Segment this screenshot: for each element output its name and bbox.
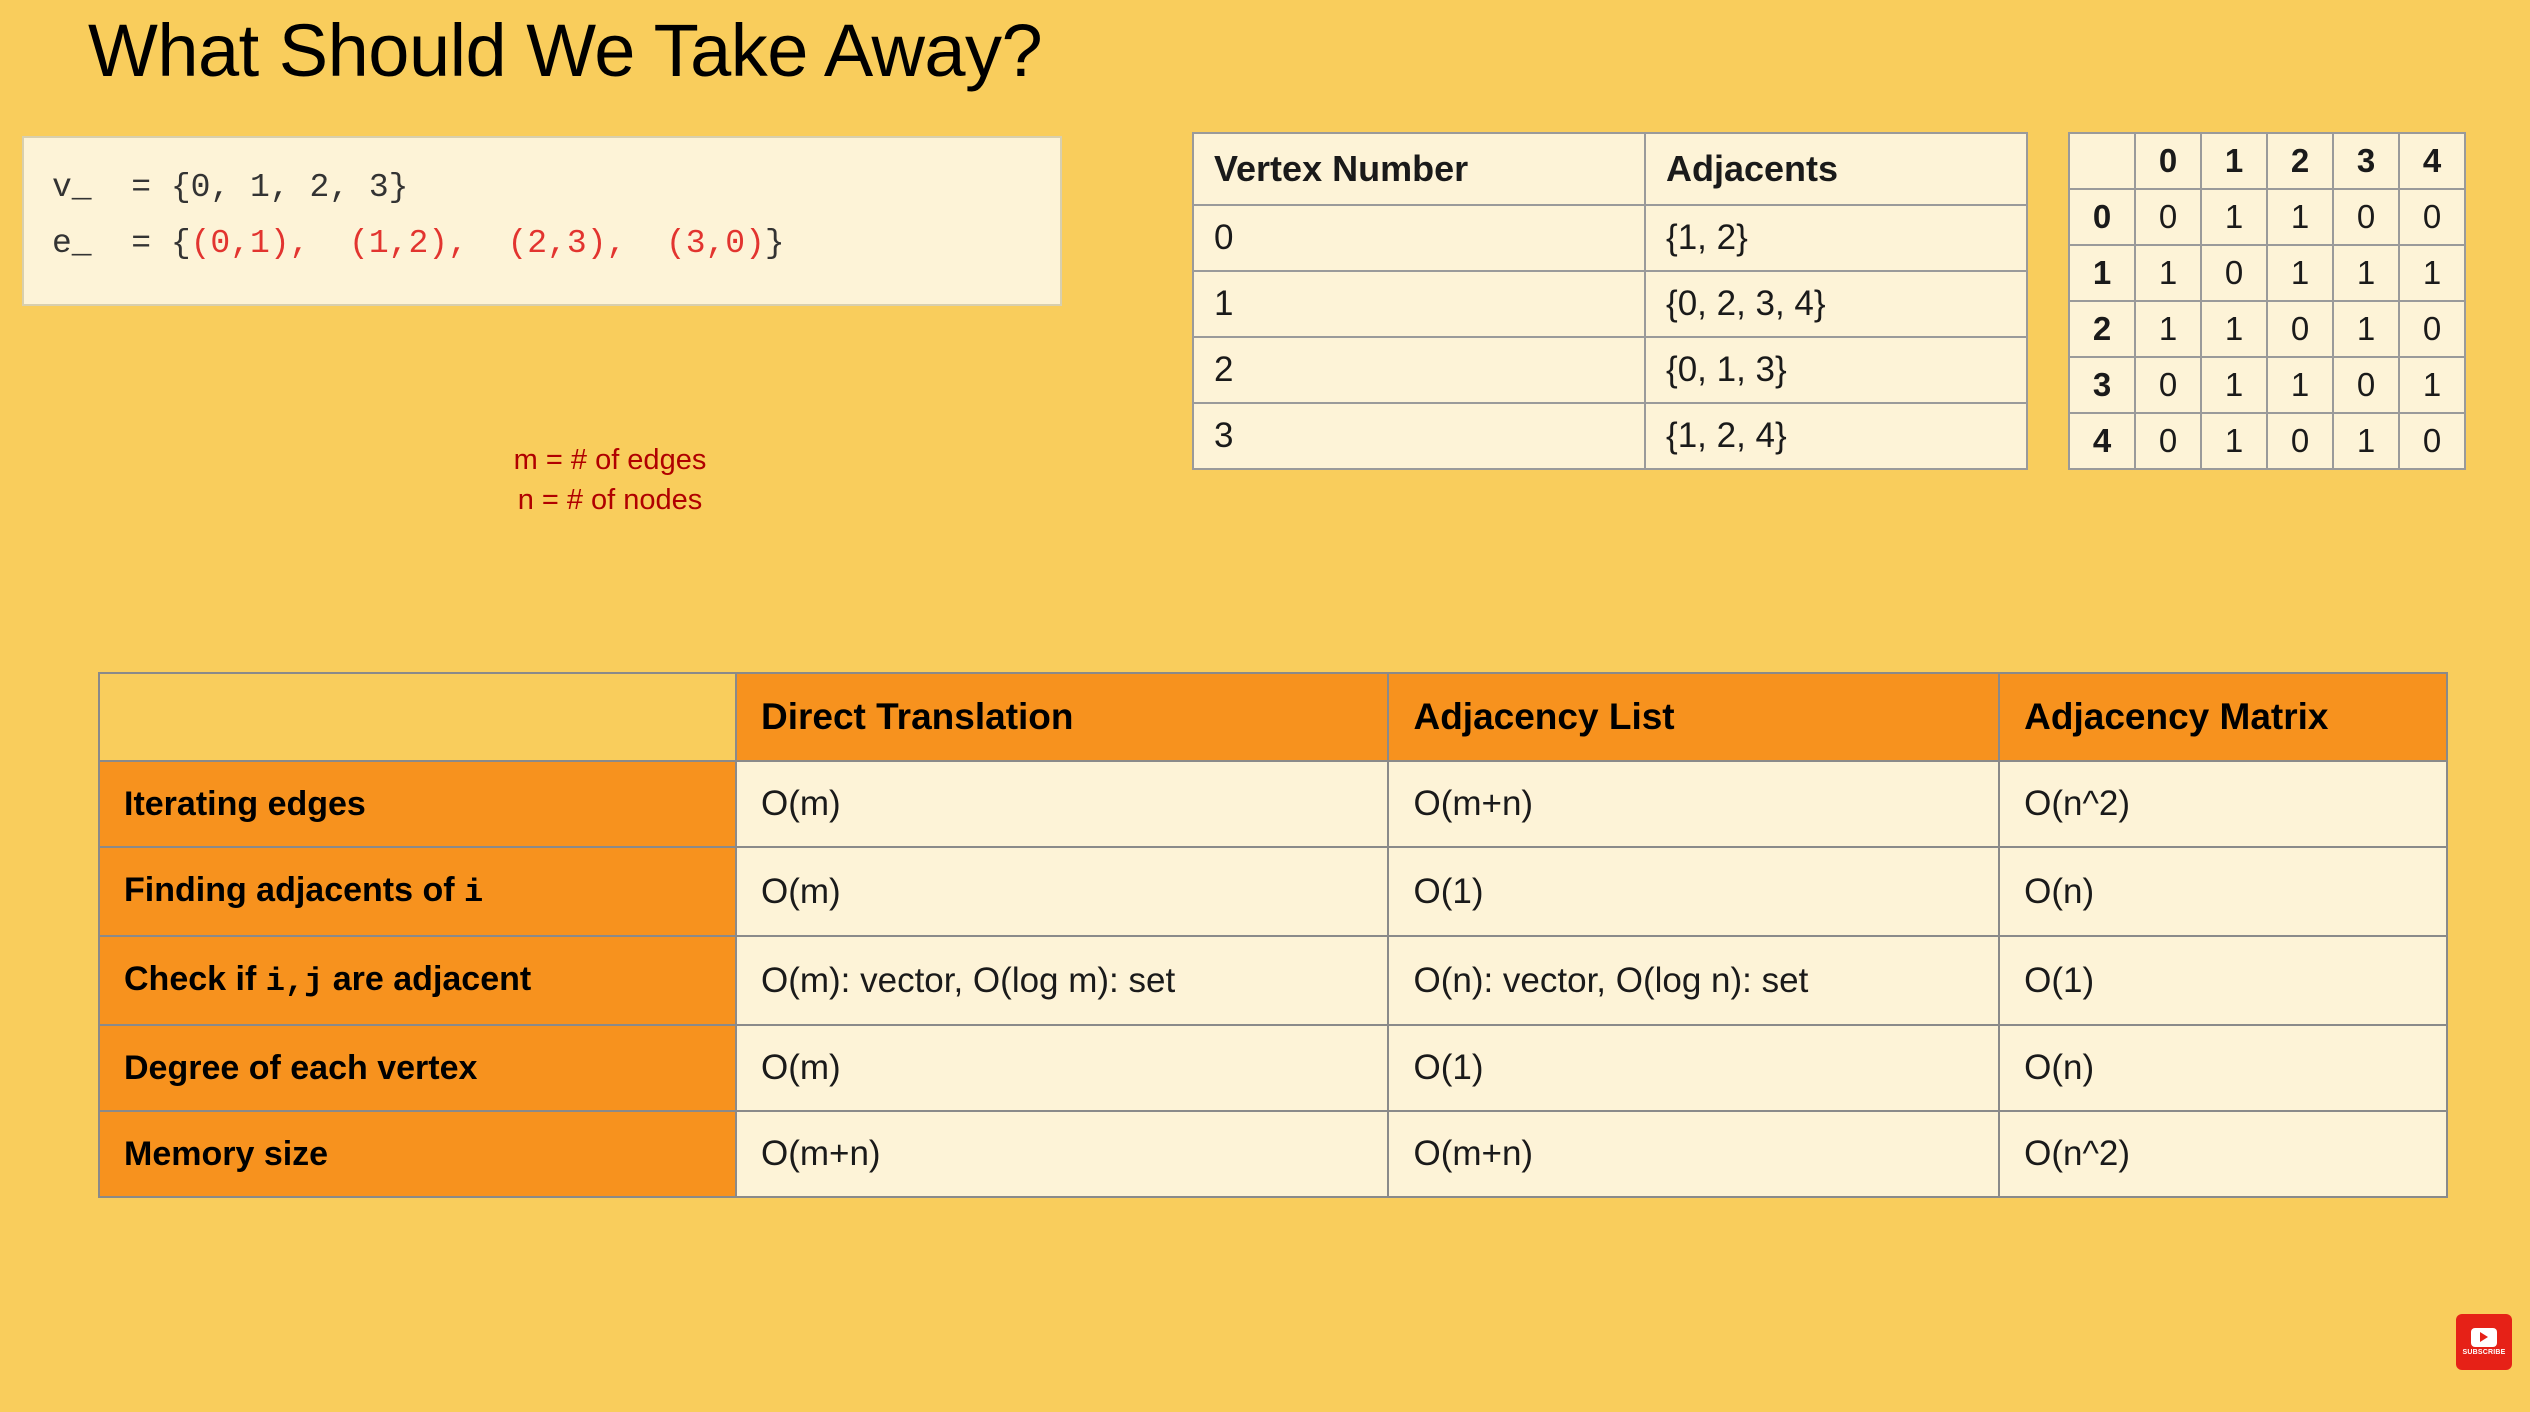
matrix-cell: 0 bbox=[2135, 357, 2201, 413]
matrix-cell: 1 bbox=[2267, 189, 2333, 245]
matrix-cell: 0 bbox=[2267, 301, 2333, 357]
matrix-cell: 1 bbox=[2201, 413, 2267, 469]
page-title: What Should We Take Away? bbox=[88, 9, 1043, 92]
matrix-row bbox=[2069, 245, 2465, 301]
row-label-tail: are adjacent bbox=[323, 960, 532, 998]
complexity-header-row bbox=[99, 673, 2447, 761]
youtube-play-icon bbox=[2471, 1328, 2497, 1347]
complexity-cell-direct: O(m+n) bbox=[736, 1111, 1389, 1197]
table-header-row bbox=[1193, 133, 2027, 205]
matrix-col-header: 0 bbox=[2135, 133, 2201, 189]
table-row bbox=[1193, 337, 2027, 403]
matrix-row bbox=[2069, 413, 2465, 469]
complexity-header-adjacency-matrix: Adjacency Matrix bbox=[1999, 673, 2447, 761]
cell-adjacents: {1, 2} bbox=[1645, 205, 2027, 271]
row-label-code: i bbox=[464, 874, 484, 911]
complexity-row-degree bbox=[99, 1025, 2447, 1111]
matrix-cell: 0 bbox=[2333, 357, 2399, 413]
complexity-row-label bbox=[99, 1025, 736, 1111]
complexity-row-memory bbox=[99, 1111, 2447, 1197]
matrix-cell: 0 bbox=[2399, 413, 2465, 469]
col-header-adjacents: Adjacents bbox=[1645, 133, 2027, 205]
row-label-text: Finding adjacents of bbox=[124, 871, 465, 909]
cell-vertex: 1 bbox=[1193, 271, 1645, 337]
matrix-cell: 1 bbox=[2267, 357, 2333, 413]
row-label-text: Memory size bbox=[124, 1135, 329, 1173]
complexity-cell-list: O(n): vector, O(log n): set bbox=[1388, 936, 1999, 1025]
matrix-cell: 1 bbox=[2399, 245, 2465, 301]
cell-vertex: 0 bbox=[1193, 205, 1645, 271]
matrix-header-row bbox=[2069, 133, 2465, 189]
cell-vertex: 2 bbox=[1193, 337, 1645, 403]
complexity-row-label bbox=[99, 761, 736, 847]
matrix-row bbox=[2069, 301, 2465, 357]
code-edges-suffix: } bbox=[764, 225, 785, 262]
complexity-header-direct-translation: Direct Translation bbox=[736, 673, 1389, 761]
complexity-row-check-adjacent bbox=[99, 936, 2447, 1025]
complexity-row-label bbox=[99, 936, 736, 1025]
matrix-cell: 0 bbox=[2267, 413, 2333, 469]
matrix-cell: 1 bbox=[2333, 413, 2399, 469]
matrix-cell: 1 bbox=[2201, 357, 2267, 413]
row-label-text: Check if bbox=[124, 960, 266, 998]
youtube-subscribe-label: SUBSCRIBE bbox=[2462, 1349, 2506, 1356]
row-label-text: Iterating edges bbox=[124, 785, 366, 823]
matrix-cell: 0 bbox=[2135, 413, 2201, 469]
complexity-cell-direct: O(m): vector, O(log m): set bbox=[736, 936, 1389, 1025]
row-label-text: Degree of each vertex bbox=[124, 1049, 478, 1087]
complexity-cell-matrix: O(n) bbox=[1999, 847, 2447, 936]
cell-adjacents: {0, 1, 3} bbox=[1645, 337, 2027, 403]
table-row bbox=[1193, 271, 2027, 337]
complexity-cell-list: O(1) bbox=[1388, 1025, 1999, 1111]
matrix-col-header: 1 bbox=[2201, 133, 2267, 189]
code-line-vertices-text: v_ = {0, 1, 2, 3} bbox=[52, 169, 409, 206]
matrix-cell: 1 bbox=[2201, 189, 2267, 245]
matrix-cell: 1 bbox=[2399, 357, 2465, 413]
matrix-cell: 0 bbox=[2333, 189, 2399, 245]
matrix-row bbox=[2069, 357, 2465, 413]
complexity-cell-matrix: O(1) bbox=[1999, 936, 2447, 1025]
matrix-cell: 0 bbox=[2399, 189, 2465, 245]
complexity-cell-list: O(1) bbox=[1388, 847, 1999, 936]
complexity-cell-list: O(m+n) bbox=[1388, 1111, 1999, 1197]
matrix-row-header: 3 bbox=[2069, 357, 2135, 413]
matrix-cell: 1 bbox=[2333, 301, 2399, 357]
complexity-row-iterating-edges bbox=[99, 761, 2447, 847]
matrix-cell: 1 bbox=[2135, 245, 2201, 301]
complexity-cell-matrix: O(n^2) bbox=[1999, 1111, 2447, 1197]
matrix-col-header: 2 bbox=[2267, 133, 2333, 189]
complexity-cell-direct: O(m) bbox=[736, 847, 1389, 936]
matrix-cell: 1 bbox=[2135, 301, 2201, 357]
adjacency-matrix-table bbox=[2068, 132, 2466, 470]
cell-adjacents: {1, 2, 4} bbox=[1645, 403, 2027, 469]
matrix-corner-cell bbox=[2069, 133, 2135, 189]
code-snippet-box bbox=[22, 136, 1062, 306]
complexity-header-blank bbox=[99, 673, 736, 761]
matrix-cell: 0 bbox=[2399, 301, 2465, 357]
matrix-cell: 1 bbox=[2201, 301, 2267, 357]
complexity-row-finding-adjacents bbox=[99, 847, 2447, 936]
matrix-cell: 0 bbox=[2201, 245, 2267, 301]
cell-vertex: 3 bbox=[1193, 403, 1645, 469]
matrix-cell: 1 bbox=[2267, 245, 2333, 301]
legend-notation bbox=[330, 440, 890, 520]
matrix-row-header: 1 bbox=[2069, 245, 2135, 301]
complexity-cell-matrix: O(n^2) bbox=[1999, 761, 2447, 847]
legend-line-edges: m = # of edges bbox=[513, 444, 707, 476]
complexity-header-adjacency-list: Adjacency List bbox=[1388, 673, 1999, 761]
code-line-edges bbox=[52, 216, 1032, 272]
matrix-cell: 0 bbox=[2135, 189, 2201, 245]
col-header-vertex-number: Vertex Number bbox=[1193, 133, 1645, 205]
matrix-row-header: 4 bbox=[2069, 413, 2135, 469]
row-label-code: i,j bbox=[265, 963, 324, 1000]
matrix-row-header: 0 bbox=[2069, 189, 2135, 245]
complexity-cell-matrix: O(n) bbox=[1999, 1025, 2447, 1111]
complexity-row-label bbox=[99, 847, 736, 936]
matrix-row-header: 2 bbox=[2069, 301, 2135, 357]
code-line-vertices bbox=[52, 160, 1032, 216]
legend-line-nodes: n = # of nodes bbox=[517, 484, 703, 516]
matrix-cell: 1 bbox=[2333, 245, 2399, 301]
matrix-col-header: 4 bbox=[2399, 133, 2465, 189]
matrix-col-header: 3 bbox=[2333, 133, 2399, 189]
complexity-cell-direct: O(m) bbox=[736, 1025, 1389, 1111]
table-row bbox=[1193, 205, 2027, 271]
complexity-row-label bbox=[99, 1111, 736, 1197]
cell-adjacents: {0, 2, 3, 4} bbox=[1645, 271, 2027, 337]
code-edges-pairs: (0,1), (1,2), (2,3), (3,0) bbox=[190, 225, 765, 262]
adjacency-list-table bbox=[1192, 132, 2028, 470]
matrix-row bbox=[2069, 189, 2465, 245]
table-row bbox=[1193, 403, 2027, 469]
complexity-cell-list: O(m+n) bbox=[1388, 761, 1999, 847]
youtube-subscribe-badge[interactable] bbox=[2456, 1314, 2512, 1370]
code-edges-prefix: e_ = { bbox=[52, 225, 191, 262]
complexity-cell-direct: O(m) bbox=[736, 761, 1389, 847]
complexity-comparison-table bbox=[98, 672, 2448, 1198]
